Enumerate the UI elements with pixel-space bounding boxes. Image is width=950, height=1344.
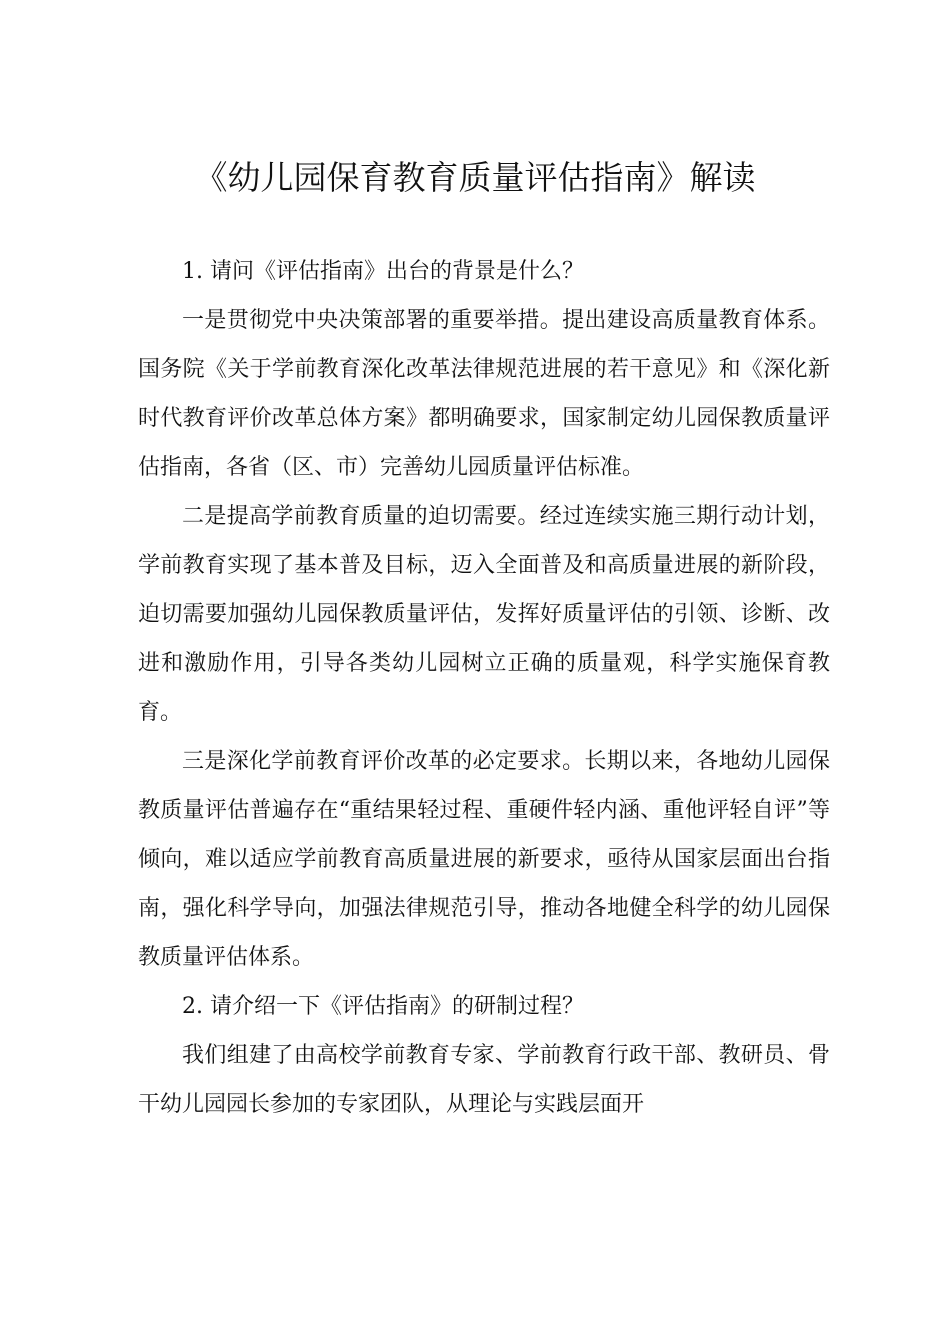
answer-1-point-3: 三是深化学前教育评价改革的必定要求。长期以来，各地幼儿园保教质量评估普遍存在“重结果轻过程、重硬件轻内涵、重他评轻自评”等倾向，难以适应学前教育高质量进展的新要求，亟待从国家层面出台指南，强化科学导向，加强法律规范引导，推动各地健全科学的幼儿园保教质量评估体系。 — [138, 749, 830, 970]
answer-2: 我们组建了由高校学前教育专家、学前教育行政干部、教研员、骨干幼儿园园长参加的专家团队，从理论与实践层面开 — [138, 1043, 830, 1117]
question-2: 2. 请介绍一下《评估指南》的研制过程？ — [182, 994, 584, 1019]
question-1: 1. 请问《评估指南》出台的背景是什么？ — [182, 259, 584, 284]
document-body — [138, 247, 830, 1129]
document-title: 《幼儿园保育教育质量评估指南》解读 — [194, 158, 756, 197]
answer-1-point-2: 二是提高学前教育质量的迫切需要。经过连续实施三期行动计划，学前教育实现了基本普及目标，迈入全面普及和高质量进展的新阶段，迫切需要加强幼儿园保教质量评估，发挥好质量评估的引领、诊断、改进和激励作用，引导各类幼儿园树立正确的质量观，科学实施保育教育。 — [138, 504, 830, 725]
answer-1-point-1: 一是贯彻党中央决策部署的重要举措。提出建设高质量教育体系。国务院《关于学前教育深化改革法律规范进展的若干意见》和《深化新时代教育评价改革总体方案》都明确要求，国家制定幼儿园保教质量评估指南，各省（区、市）完善幼儿园质量评估标准。 — [138, 308, 830, 480]
